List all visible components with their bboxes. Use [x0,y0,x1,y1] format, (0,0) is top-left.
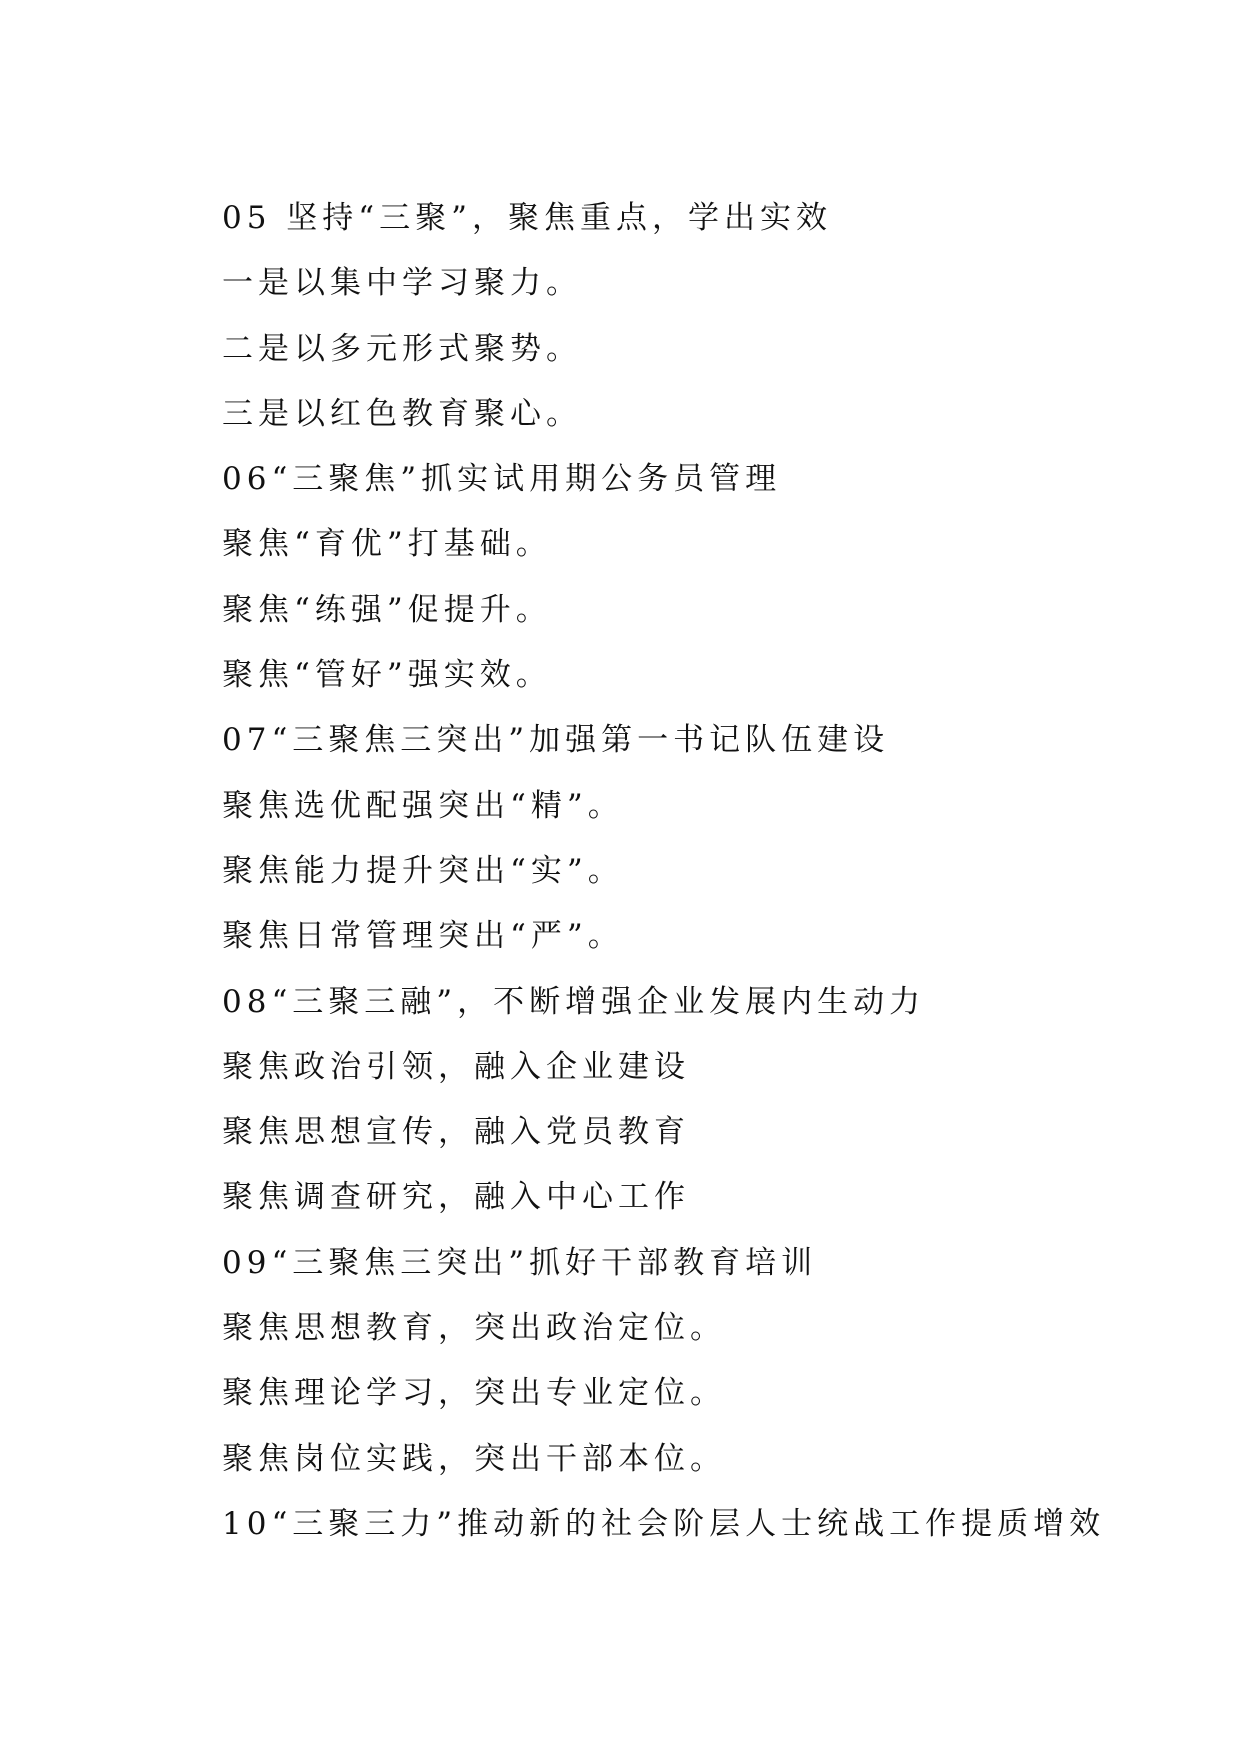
section-heading-09: 09“三聚焦三突出”抓好干部教育培训 [222,1244,818,1281]
section-heading-06: 06“三聚焦”抓实试用期公务员管理 [222,461,782,498]
list-item: 聚焦能力提升突出“实”。 [222,852,624,889]
list-item: 聚焦政治引领，融入企业建设 [222,1048,690,1085]
list-item: 聚焦调查研究，融入中心工作 [222,1179,690,1216]
list-item: 聚焦“育优”打基础。 [222,526,552,563]
list-item: 三是以红色教育聚心。 [222,395,582,432]
list-item: 聚焦思想宣传，融入党员教育 [222,1114,690,1151]
list-item: 聚焦思想教育，突出政治定位。 [222,1310,726,1347]
document-body [222,186,1122,1557]
list-item: 聚焦理论学习，突出专业定位。 [222,1375,726,1412]
section-heading-05: 05 坚持“三聚”，聚焦重点，学出实效 [222,200,832,236]
section-heading-08: 08“三聚三融”，不断增强企业发展内生动力 [222,983,926,1020]
list-item: 聚焦选优配强突出“精”。 [222,787,624,824]
section-heading-10: 10“三聚三力”推动新的社会阶层人士统战工作提质增效 [222,1505,1106,1542]
list-item: 聚焦“管好”强实效。 [222,657,552,694]
section-heading-07: 07“三聚焦三突出”加强第一书记队伍建设 [222,722,890,759]
list-item: 聚焦岗位实践，突出干部本位。 [222,1440,726,1477]
list-item: 一是以集中学习聚力。 [222,265,582,302]
list-item: 二是以多元形式聚势。 [222,330,582,367]
list-item: 聚焦“练强”促提升。 [222,591,552,628]
list-item: 聚焦日常管理突出“严”。 [222,918,624,955]
